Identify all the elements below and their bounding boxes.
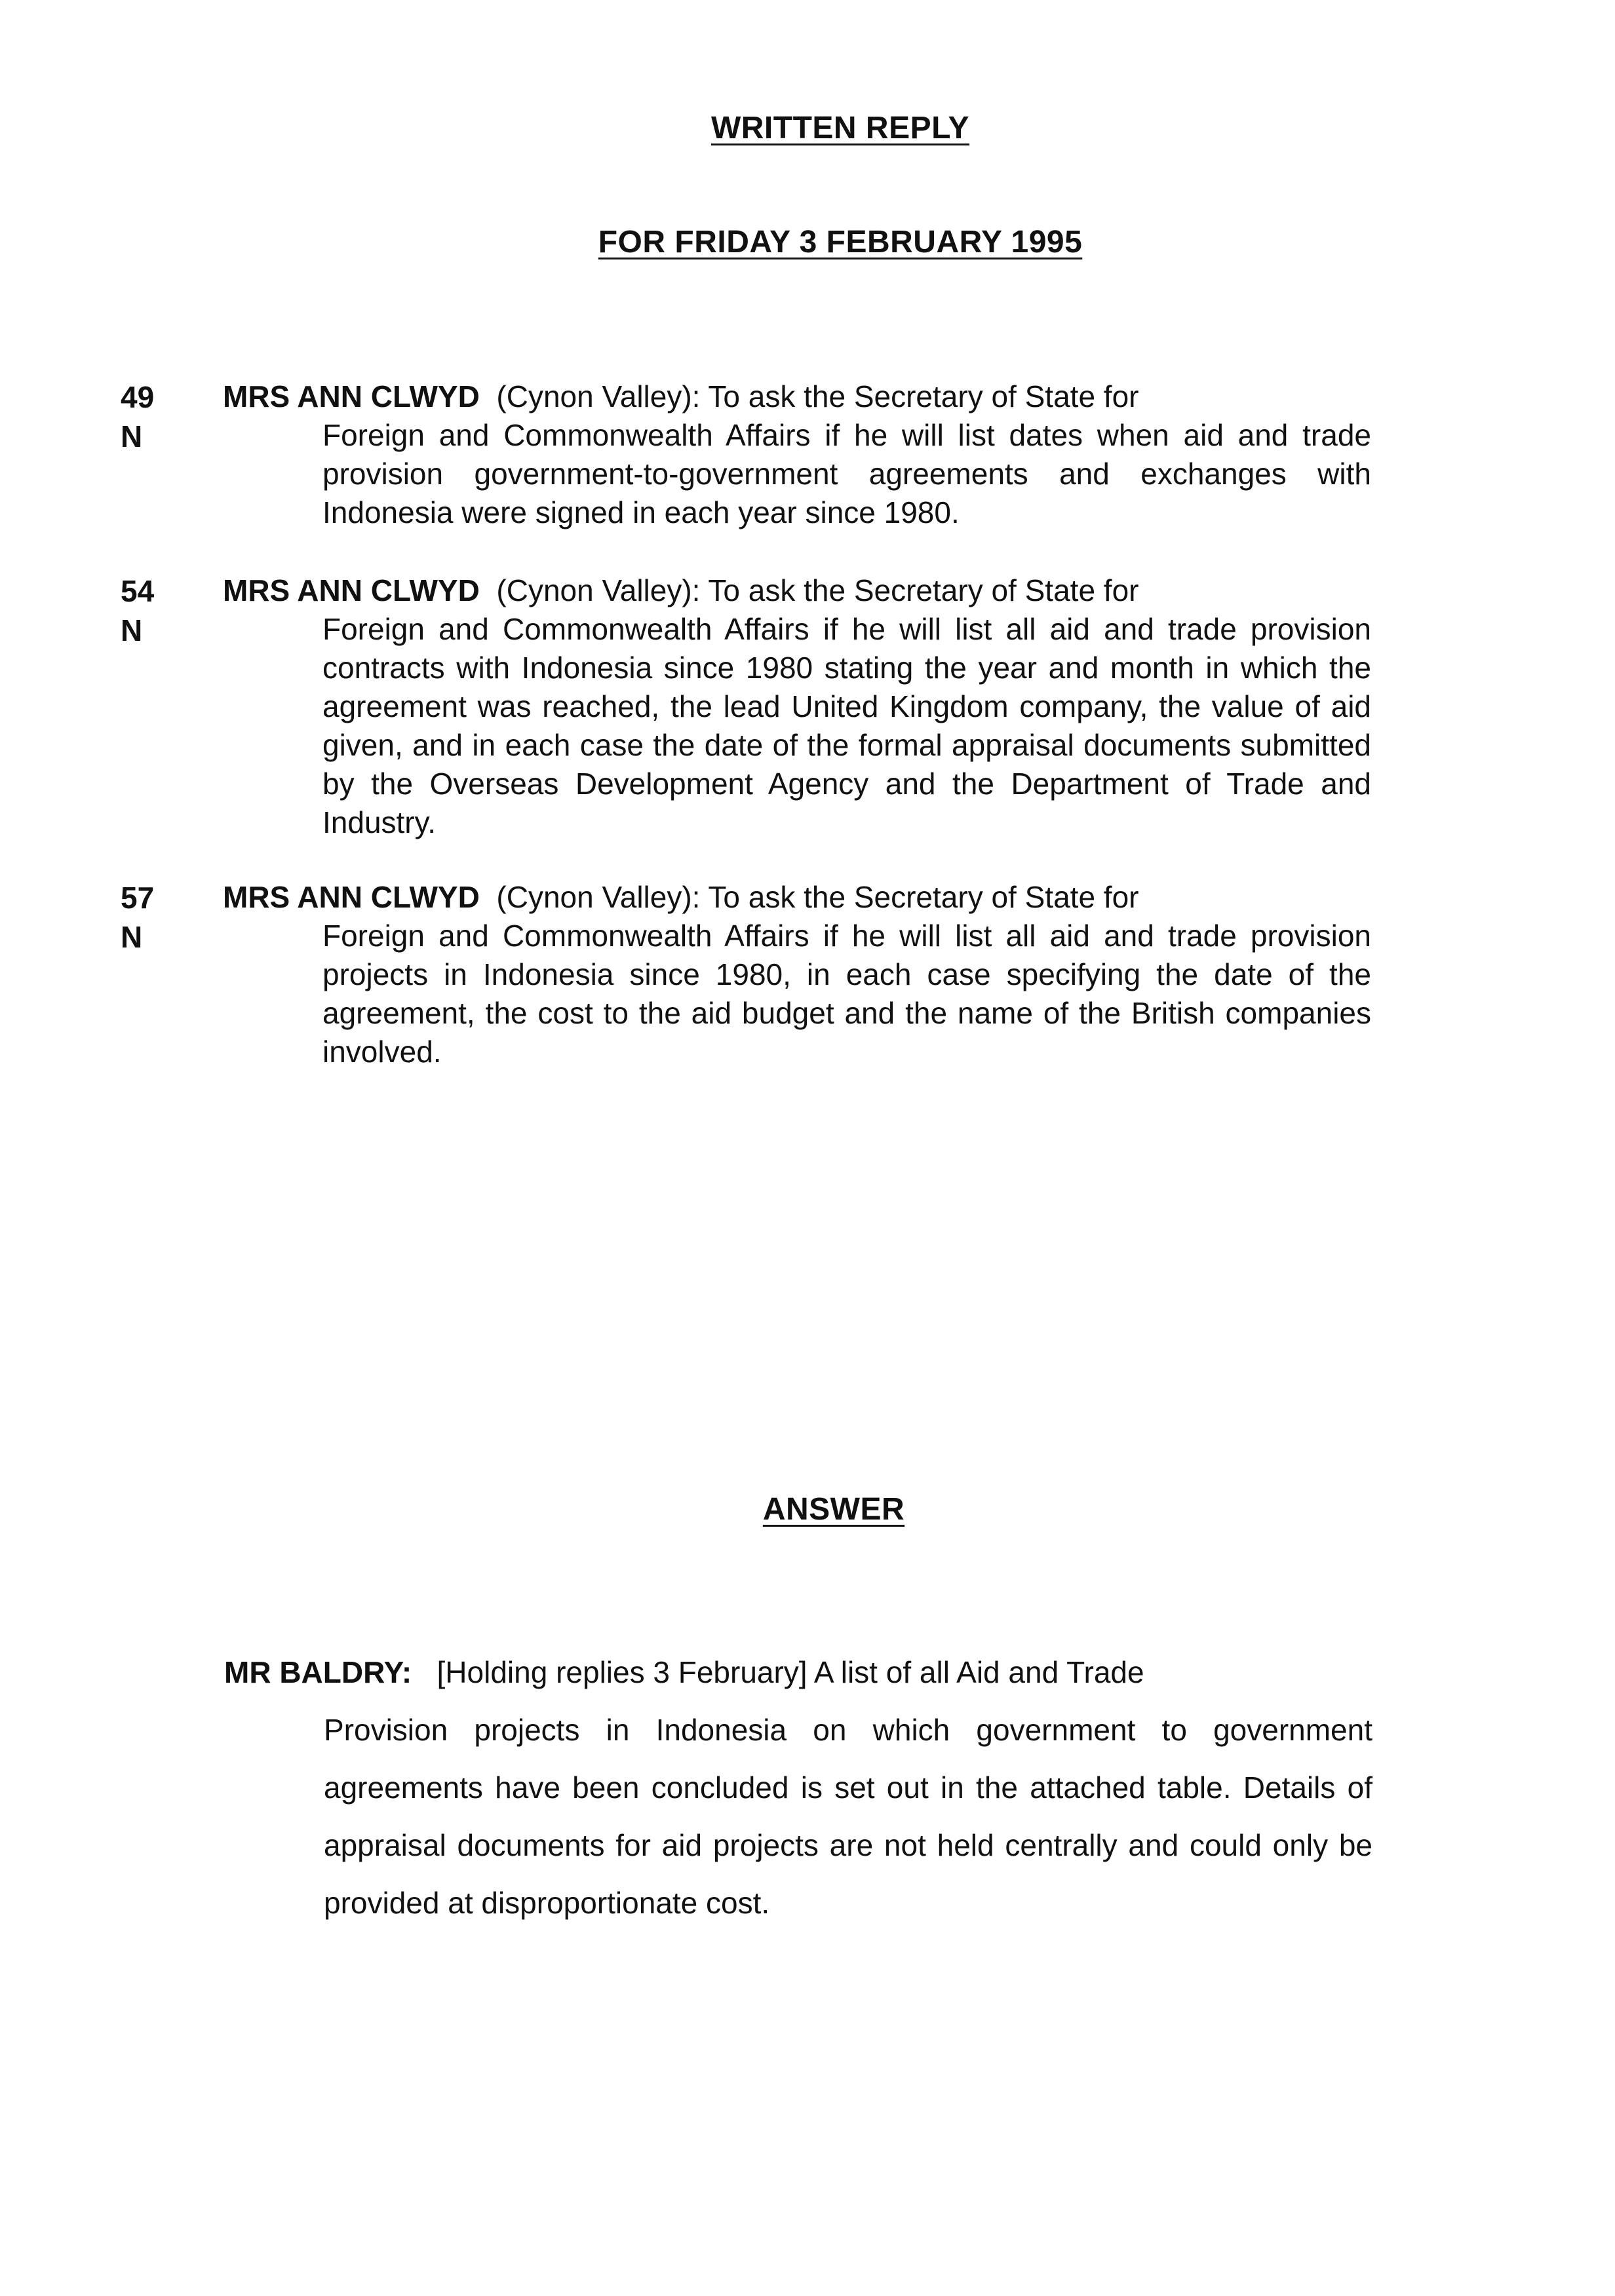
question-number-block	[121, 377, 199, 456]
answer-first-line	[224, 1643, 1372, 1701]
question-opening: (Cynon Valley): To ask the Secretary of State for	[496, 880, 1139, 914]
question-number: 49	[121, 380, 155, 414]
question-number-block	[121, 878, 199, 957]
answer-heading: ANSWER	[762, 1492, 905, 1527]
member-name: MRS ANN CLWYD	[223, 880, 480, 914]
question-opening: (Cynon Valley): To ask the Secretary of State for	[496, 573, 1139, 607]
question-first-line	[223, 878, 1371, 917]
question-text	[223, 571, 1371, 842]
question-body: Foreign and Commonwealth Affairs if he will list all aid and trade provision projects in Indonesia since 1980, in each case specifying the date of the agreement, the cost to the aid budget and the name of the British companies involved.	[322, 919, 1371, 1069]
answer-body: Provision projects in Indonesia on which government to government agreements have been concluded is set out in the attached table. Details of appraisal documents for aid projects are not held centrally and could only be provided at disproportionate cost.	[324, 1713, 1372, 1920]
member-name: MRS ANN CLWYD	[223, 573, 480, 607]
question-body: Foreign and Commonwealth Affairs if he will list dates when aid and trade provision government-to-government agreements and exchanges with Indonesia were signed in each year since 1980.	[322, 418, 1371, 529]
answer-opening: [Holding replies 3 February] A list of all Aid and Trade	[437, 1655, 1144, 1689]
answer-text	[224, 1643, 1372, 1932]
question-opening: (Cynon Valley): To ask the Secretary of State for	[496, 379, 1139, 413]
question-first-line	[223, 377, 1371, 416]
question-number: 57	[121, 881, 155, 915]
question-number-block	[121, 571, 199, 650]
member-name: MRS ANN CLWYD	[223, 379, 480, 413]
question-marker: N	[121, 920, 143, 954]
document-title: WRITTEN REPLY	[710, 111, 970, 145]
answer-speaker: MR BALDRY:	[224, 1655, 412, 1689]
question-text	[223, 878, 1371, 1071]
question-text	[223, 377, 1371, 532]
question-body: Foreign and Commonwealth Affairs if he will list all aid and trade provision contracts with Indonesia since 1980 stating the year and month in which the agreement was reached, the lead United Kingdom company, the value of aid given, and in each case the date of the formal appraisal documents submitted by the Overseas Development Agency and the Department of Trade and Industry.	[322, 612, 1371, 839]
question-marker: N	[121, 613, 143, 647]
question-marker: N	[121, 419, 143, 453]
question-first-line	[223, 571, 1371, 610]
question-number: 54	[121, 574, 155, 608]
reply-date-heading: FOR FRIDAY 3 FEBRUARY 1995	[598, 225, 1083, 259]
